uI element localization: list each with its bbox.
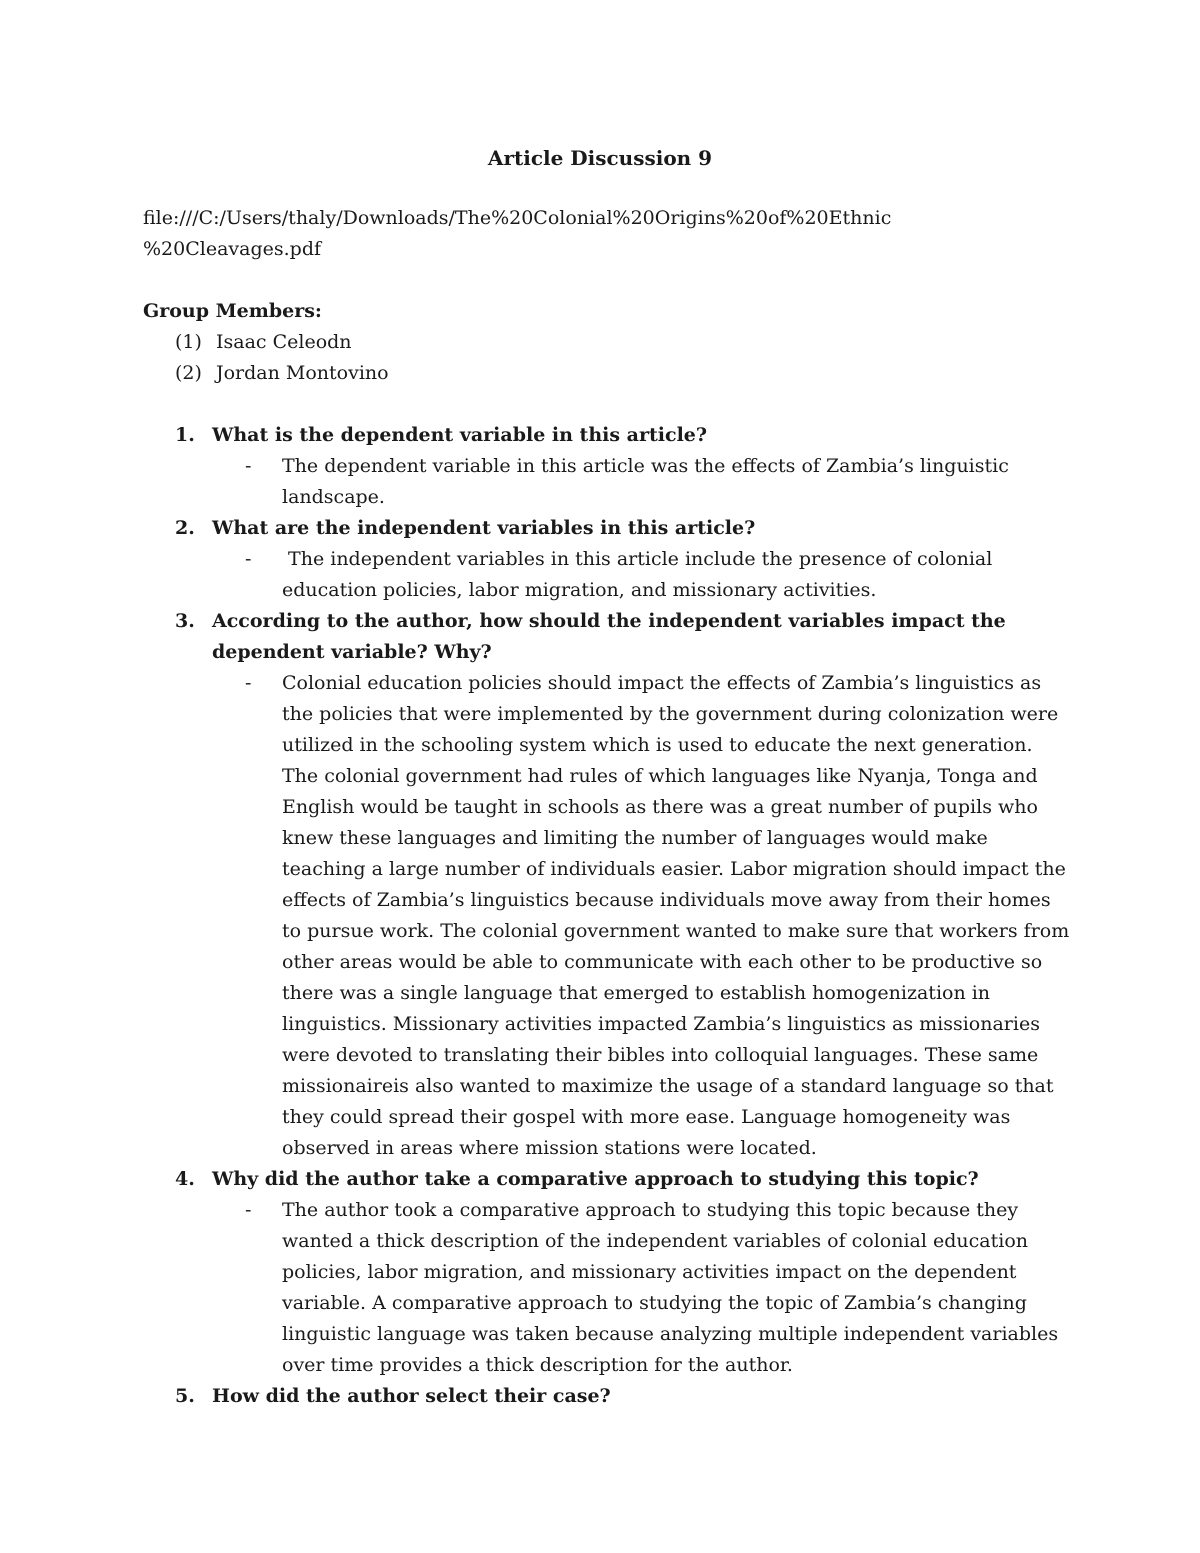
member-item <box>143 327 389 358</box>
member-item <box>143 358 389 389</box>
question-2 <box>143 513 1073 544</box>
answer-dash: - <box>245 455 252 477</box>
member-name: Isaac Celeodn <box>216 331 352 353</box>
question-list <box>143 420 1073 1412</box>
answer-text: The author took a comparative approach to studying this topic because they wanted a thick description of the independent variables of colonial education policies, labor migration, and missionary activities impact on the dependent variable. A comparative approach to studying the topic of Zambia’s changing linguistic language was taken because analyzing multiple independent variables over time provides a thick description for the author. <box>282 1199 1059 1376</box>
member-number: (2) <box>175 362 202 384</box>
answer-dash: - <box>245 1199 252 1221</box>
member-number: (1) <box>175 331 202 353</box>
answer-dash: - <box>245 672 252 694</box>
question-text: What is the dependent variable in this article? <box>212 424 708 446</box>
question-number: 3. <box>175 610 195 632</box>
source-url <box>143 203 1043 265</box>
question-text: According to the author, how should the independent variables impact the dependent variable? Why? <box>212 610 1006 663</box>
answer-text: Colonial education policies should impact the effects of Zambia’s linguistics as the policies that were implemented by the government during colonization were utilized in the schooling system which is used to educate the next generation. The colonial government had rules of which languages like Nyanja, Tonga and English would be taught in schools as there was a great number of pupils who knew these languages and limiting the number of languages would make teaching a large number of individuals easier. Labor migration should impact the effects of Zambia’s linguistics because individuals move away from their homes to pursue work. The colonial government wanted to make sure that workers from other areas would be able to communicate with each other to be productive so there was a single language that emerged to establish homogenization in linguistics. Missionary activities impacted Zambia’s linguistics as missionaries were devoted to translating their bibles into colloquial languages. These same missionaireis also wanted to maximize the usage of a standard language so that they could spread their gospel with more ease. Language homogeneity was observed in areas where mission stations were located. <box>282 672 1070 1159</box>
question-1 <box>143 420 1073 451</box>
answer-text: The dependent variable in this article was the effects of Zambia’s linguistic landscape. <box>282 455 1009 508</box>
group-members <box>143 296 389 389</box>
question-3 <box>143 606 1073 668</box>
source-url-line-1: file:///C:/Users/thaly/Downloads/The%20Colonial%20Origins%20of%20Ethnic <box>143 207 892 229</box>
answer-1 <box>143 451 1073 513</box>
source-url-line-2: %20Cleavages.pdf <box>143 238 322 260</box>
question-text: How did the author select their case? <box>212 1385 611 1407</box>
question-4 <box>143 1164 1073 1195</box>
question-text: Why did the author take a comparative approach to studying this topic? <box>212 1168 979 1190</box>
answer-dash: - <box>245 548 252 570</box>
answer-4 <box>143 1195 1073 1381</box>
question-number: 4. <box>175 1168 195 1190</box>
answer-3 <box>143 668 1073 1164</box>
question-number: 2. <box>175 517 195 539</box>
document-title: Article Discussion 9 <box>487 146 713 170</box>
question-text: What are the independent variables in this article? <box>212 517 756 539</box>
question-5 <box>143 1381 1073 1412</box>
question-number: 5. <box>175 1385 195 1407</box>
question-number: 1. <box>175 424 195 446</box>
answer-2 <box>143 544 1073 606</box>
member-name: Jordan Montovino <box>216 362 389 384</box>
group-members-heading: Group Members: <box>143 300 322 322</box>
answer-text: The independent variables in this article include the presence of colonial education policies, labor migration, and missionary activities. <box>282 548 999 601</box>
